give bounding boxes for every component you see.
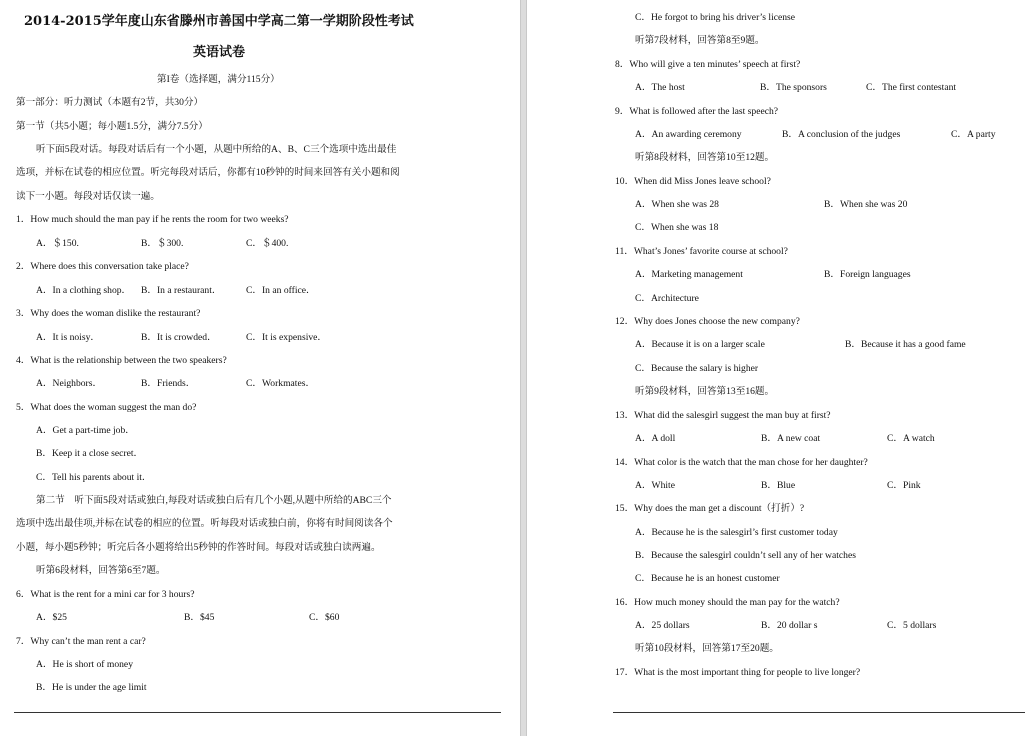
instruction-line: 读下一小题。每段对话仅读一遍。 xyxy=(16,191,160,202)
question-10: 10．When did Miss Jones leave school? xyxy=(615,176,771,187)
option-c: C．Pink xyxy=(887,480,921,491)
option-a: A．Get a part-time job． xyxy=(36,425,135,436)
volume-heading: 第I卷（选择题，满分115分） xyxy=(157,74,280,85)
part1-heading: 第一部分：听力测试（本题有2节，共30分） xyxy=(16,97,204,108)
option-a: A．Marketing management xyxy=(635,269,743,280)
option-c: C．$60 xyxy=(309,612,340,623)
option-c: C．He forgot to bring his driver’s license xyxy=(635,12,796,23)
option-c: C．Because he is an honest customer xyxy=(635,573,780,584)
option-a: A．Because he is the salesgirl’s first customer today xyxy=(635,527,838,538)
question-17: 17．What is the most important thing for people to live longer? xyxy=(615,667,861,678)
option-a: A．He is short of money xyxy=(36,659,133,670)
option-a: A．In a clothing shop． xyxy=(36,285,132,296)
material-8-heading: 听第8段材料，回答第10至12题。 xyxy=(635,152,775,163)
option-b: B．The sponsors xyxy=(760,82,827,93)
exam-subtitle: 英语试卷 xyxy=(193,45,246,60)
option-b: B．20 dollar s xyxy=(761,620,818,631)
material-9-heading: 听第9段材料，回答第13至16题。 xyxy=(635,386,775,397)
option-a: A．It is noisy． xyxy=(36,332,100,343)
material-7-heading: 听第7段材料，回答第8至9题。 xyxy=(635,35,765,46)
option-a: A．The host xyxy=(635,82,685,93)
option-c: C．A watch xyxy=(887,433,935,444)
question-11: 11．What’s Jones’ favorite course at school? xyxy=(615,246,788,257)
right-page xyxy=(527,0,1027,736)
footer-rule xyxy=(14,712,501,713)
option-a: A．＄150. xyxy=(36,238,79,249)
question-3: 3．Why does the woman dislike the restaurant? xyxy=(16,308,201,319)
option-c: C．In an office． xyxy=(246,285,316,296)
option-a: A．25 dollars xyxy=(635,620,690,631)
footer-rule xyxy=(613,712,1025,713)
instruction-line: 选项，并标在试卷的相应位置。听完每段对话后，你都有10秒钟的时间来回答有关小题和阅 xyxy=(16,167,400,178)
option-b: B．$45 xyxy=(184,612,215,623)
section2-instruction: 小题，每小题5秒钟；听完后各小题将给出5秒钟的作答时间。每段对话或独白读两遍。 xyxy=(16,542,381,553)
option-c: C．＄400. xyxy=(246,238,289,249)
option-a: A．When she was 28 xyxy=(635,199,719,210)
material-6-heading: 听第6段材料，回答第6至7题。 xyxy=(36,565,166,576)
option-a: A．An awarding ceremony xyxy=(635,129,742,140)
question-1: 1．How much should the man pay if he rents the room for two weeks? xyxy=(16,214,289,225)
option-c: C．Workmates． xyxy=(246,378,316,389)
option-c: C．When she was 18 xyxy=(635,222,719,233)
option-b: B．It is crowded． xyxy=(141,332,217,343)
question-2: 2．Where does this conversation take place? xyxy=(16,261,189,272)
section1-heading: 第一节（共5小题；每小题1.5分，满分7.5分） xyxy=(16,121,208,132)
question-4: 4．What is the relationship between the two speakers? xyxy=(16,355,227,366)
question-15: 15．Why does the man get a discount（打折）? xyxy=(615,503,805,514)
question-16: 16．How much money should the man pay for the watch? xyxy=(615,597,840,608)
question-14: 14．What color is the watch that the man chose for her daughter? xyxy=(615,457,868,468)
question-6: 6．What is the rent for a mini car for 3 hours? xyxy=(16,589,195,600)
option-c: C．It is expensive． xyxy=(246,332,328,343)
option-c: C．Architecture xyxy=(635,293,699,304)
option-b: B．Blue xyxy=(761,480,796,491)
option-a: A．$25 xyxy=(36,612,67,623)
question-12: 12．Why does Jones choose the new company? xyxy=(615,316,800,327)
option-b: B．A conclusion of the judges xyxy=(782,129,901,140)
option-b: B．He is under the age limit xyxy=(36,682,147,693)
question-7: 7．Why can’t the man rent a car? xyxy=(16,636,146,647)
option-c: C．The first contestant xyxy=(866,82,957,93)
option-c: C．Tell his parents about it． xyxy=(36,472,152,483)
material-10-heading: 听第10段材料，回答第17至20题。 xyxy=(635,643,779,654)
option-a: A．Because it is on a larger scale xyxy=(635,339,765,350)
option-b: B．Because it has a good fame xyxy=(845,339,966,350)
section2-instruction: 选项中选出最佳项,并标在试卷的相应的位置。听每段对话或独白前，你将有时间阅读各个 xyxy=(16,518,393,529)
question-9: 9．What is followed after the last speech? xyxy=(615,106,779,117)
option-b: B．Because the salesgirl couldn’t sell any of her watches xyxy=(635,550,856,561)
question-5: 5．What does the woman suggest the man do? xyxy=(16,402,197,413)
option-b: B．In a restaurant． xyxy=(141,285,222,296)
option-c: C．5 dollars xyxy=(887,620,937,631)
exam-title: 2014-2015学年度山东省滕州市善国中学高二第一学期阶段性考试 xyxy=(24,14,414,29)
option-b: B．A new coat xyxy=(761,433,821,444)
option-b: B．＄300. xyxy=(141,238,184,249)
page-gutter xyxy=(520,0,527,736)
option-b: B．Friends． xyxy=(141,378,196,389)
option-b: B．When she was 20 xyxy=(824,199,908,210)
option-c: C．Because the salary is higher xyxy=(635,363,759,374)
instruction-line: 听下面5段对话。每段对话后有一个小题，从题中所给的A、B、C三个选项中选出最佳 xyxy=(36,144,397,155)
option-b: B．Foreign languages xyxy=(824,269,911,280)
option-c: C．A party xyxy=(951,129,996,140)
option-a: A．White xyxy=(635,480,675,491)
question-13: 13．What did the salesgirl suggest the man buy at first? xyxy=(615,410,831,421)
section2-instruction: 第二节 听下面5段对话或独白,每段对话或独白后有几个小题,从题中所给的ABC三个 xyxy=(36,495,392,506)
question-8: 8．Who will give a ten minutes’ speech at first? xyxy=(615,59,801,70)
option-a: A．Neighbors． xyxy=(36,378,103,389)
option-b: B．Keep it a close secret． xyxy=(36,448,144,459)
option-a: A．A doll xyxy=(635,433,676,444)
